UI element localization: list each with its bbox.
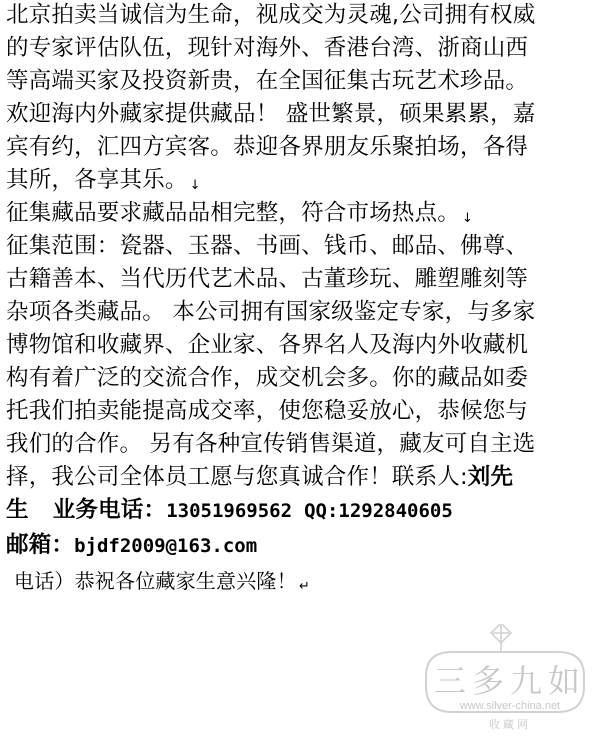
watermark-subtitle: 收藏网 bbox=[489, 718, 531, 731]
text-line-1: 北京拍卖当诚信为生命，视成交为灵魂,公司拥有权威 bbox=[6, 2, 536, 28]
email-line bbox=[6, 530, 257, 561]
text-line-15 bbox=[6, 462, 513, 492]
text-line-7 bbox=[6, 198, 473, 234]
text-line-4: 欢迎海内外藏家提供藏品！ 盛世繁景，硕果累累，嘉 bbox=[6, 101, 536, 127]
watermark-title: 三多九如 bbox=[433, 662, 586, 700]
text-line-12: 构有着广泛的交流合作，成交机会多。你的藏品如委 bbox=[6, 365, 529, 391]
text-line-15-content: 择，我公司全体员工愿与您真诚合作！联系人: bbox=[6, 464, 468, 490]
text-line-6-content: 其所，各享其乐。 bbox=[6, 167, 188, 193]
closing-text: 电话）恭祝各位藏家生意兴隆！ bbox=[14, 569, 297, 593]
paragraph-mark: ↓ bbox=[462, 211, 474, 226]
phone-label: 业务电话： bbox=[52, 497, 167, 523]
text-line-10: 杂项各类藏品。 本公司拥有国家级鉴定专家，与多家 bbox=[6, 299, 536, 325]
qq-label: QQ: bbox=[304, 500, 339, 522]
endless-knot-icon bbox=[491, 624, 511, 652]
contact-person-end: 生 bbox=[6, 497, 29, 523]
text-line-9: 古籍善本、当代历代艺术品、古董珍玩、雕塑雕刻等 bbox=[6, 266, 529, 292]
text-line-13: 托我们拍卖能提高成交率，使您稳妥放心，恭候您与 bbox=[6, 398, 529, 424]
line-break-mark: ↵ bbox=[298, 579, 310, 594]
closing-line bbox=[14, 566, 310, 602]
text-line-2: 的专家评估队伍，现针对海外、香港台湾、浙商山西 bbox=[6, 35, 529, 61]
email-value: bjdf2009@163.com bbox=[74, 535, 258, 557]
text-line-5: 宾有约，汇四方宾客。恭迎各界朋友乐聚拍场，各得 bbox=[6, 134, 529, 160]
watermark-url: www.silver-china.net bbox=[459, 700, 561, 712]
email-label: 邮箱： bbox=[6, 532, 75, 558]
text-line-7-content: 征集藏品要求藏品品相完整，符合市场热点。 bbox=[6, 200, 461, 226]
text-line-8: 征集范围：瓷器、玉器、书画、钱币、邮品、佛尊、 bbox=[6, 233, 529, 259]
text-line-14: 我们的合作。 另有各种宣传销售渠道，藏友可自主选 bbox=[6, 431, 536, 457]
phone-value: 13051969562 bbox=[166, 500, 293, 522]
qq-value: 1292840605 bbox=[338, 500, 453, 522]
text-line-11: 博物馆和收藏界、企业家、各界名人及海内外收藏机 bbox=[6, 332, 529, 358]
contact-person: 刘先 bbox=[467, 464, 514, 490]
site-watermark bbox=[408, 624, 602, 738]
phone-line bbox=[6, 495, 453, 526]
text-line-6 bbox=[6, 165, 201, 201]
paragraph-mark: ↓ bbox=[189, 178, 201, 193]
text-line-3: 等高端买家及投资新贵，在全国征集古玩艺术珍品。 bbox=[6, 68, 529, 94]
